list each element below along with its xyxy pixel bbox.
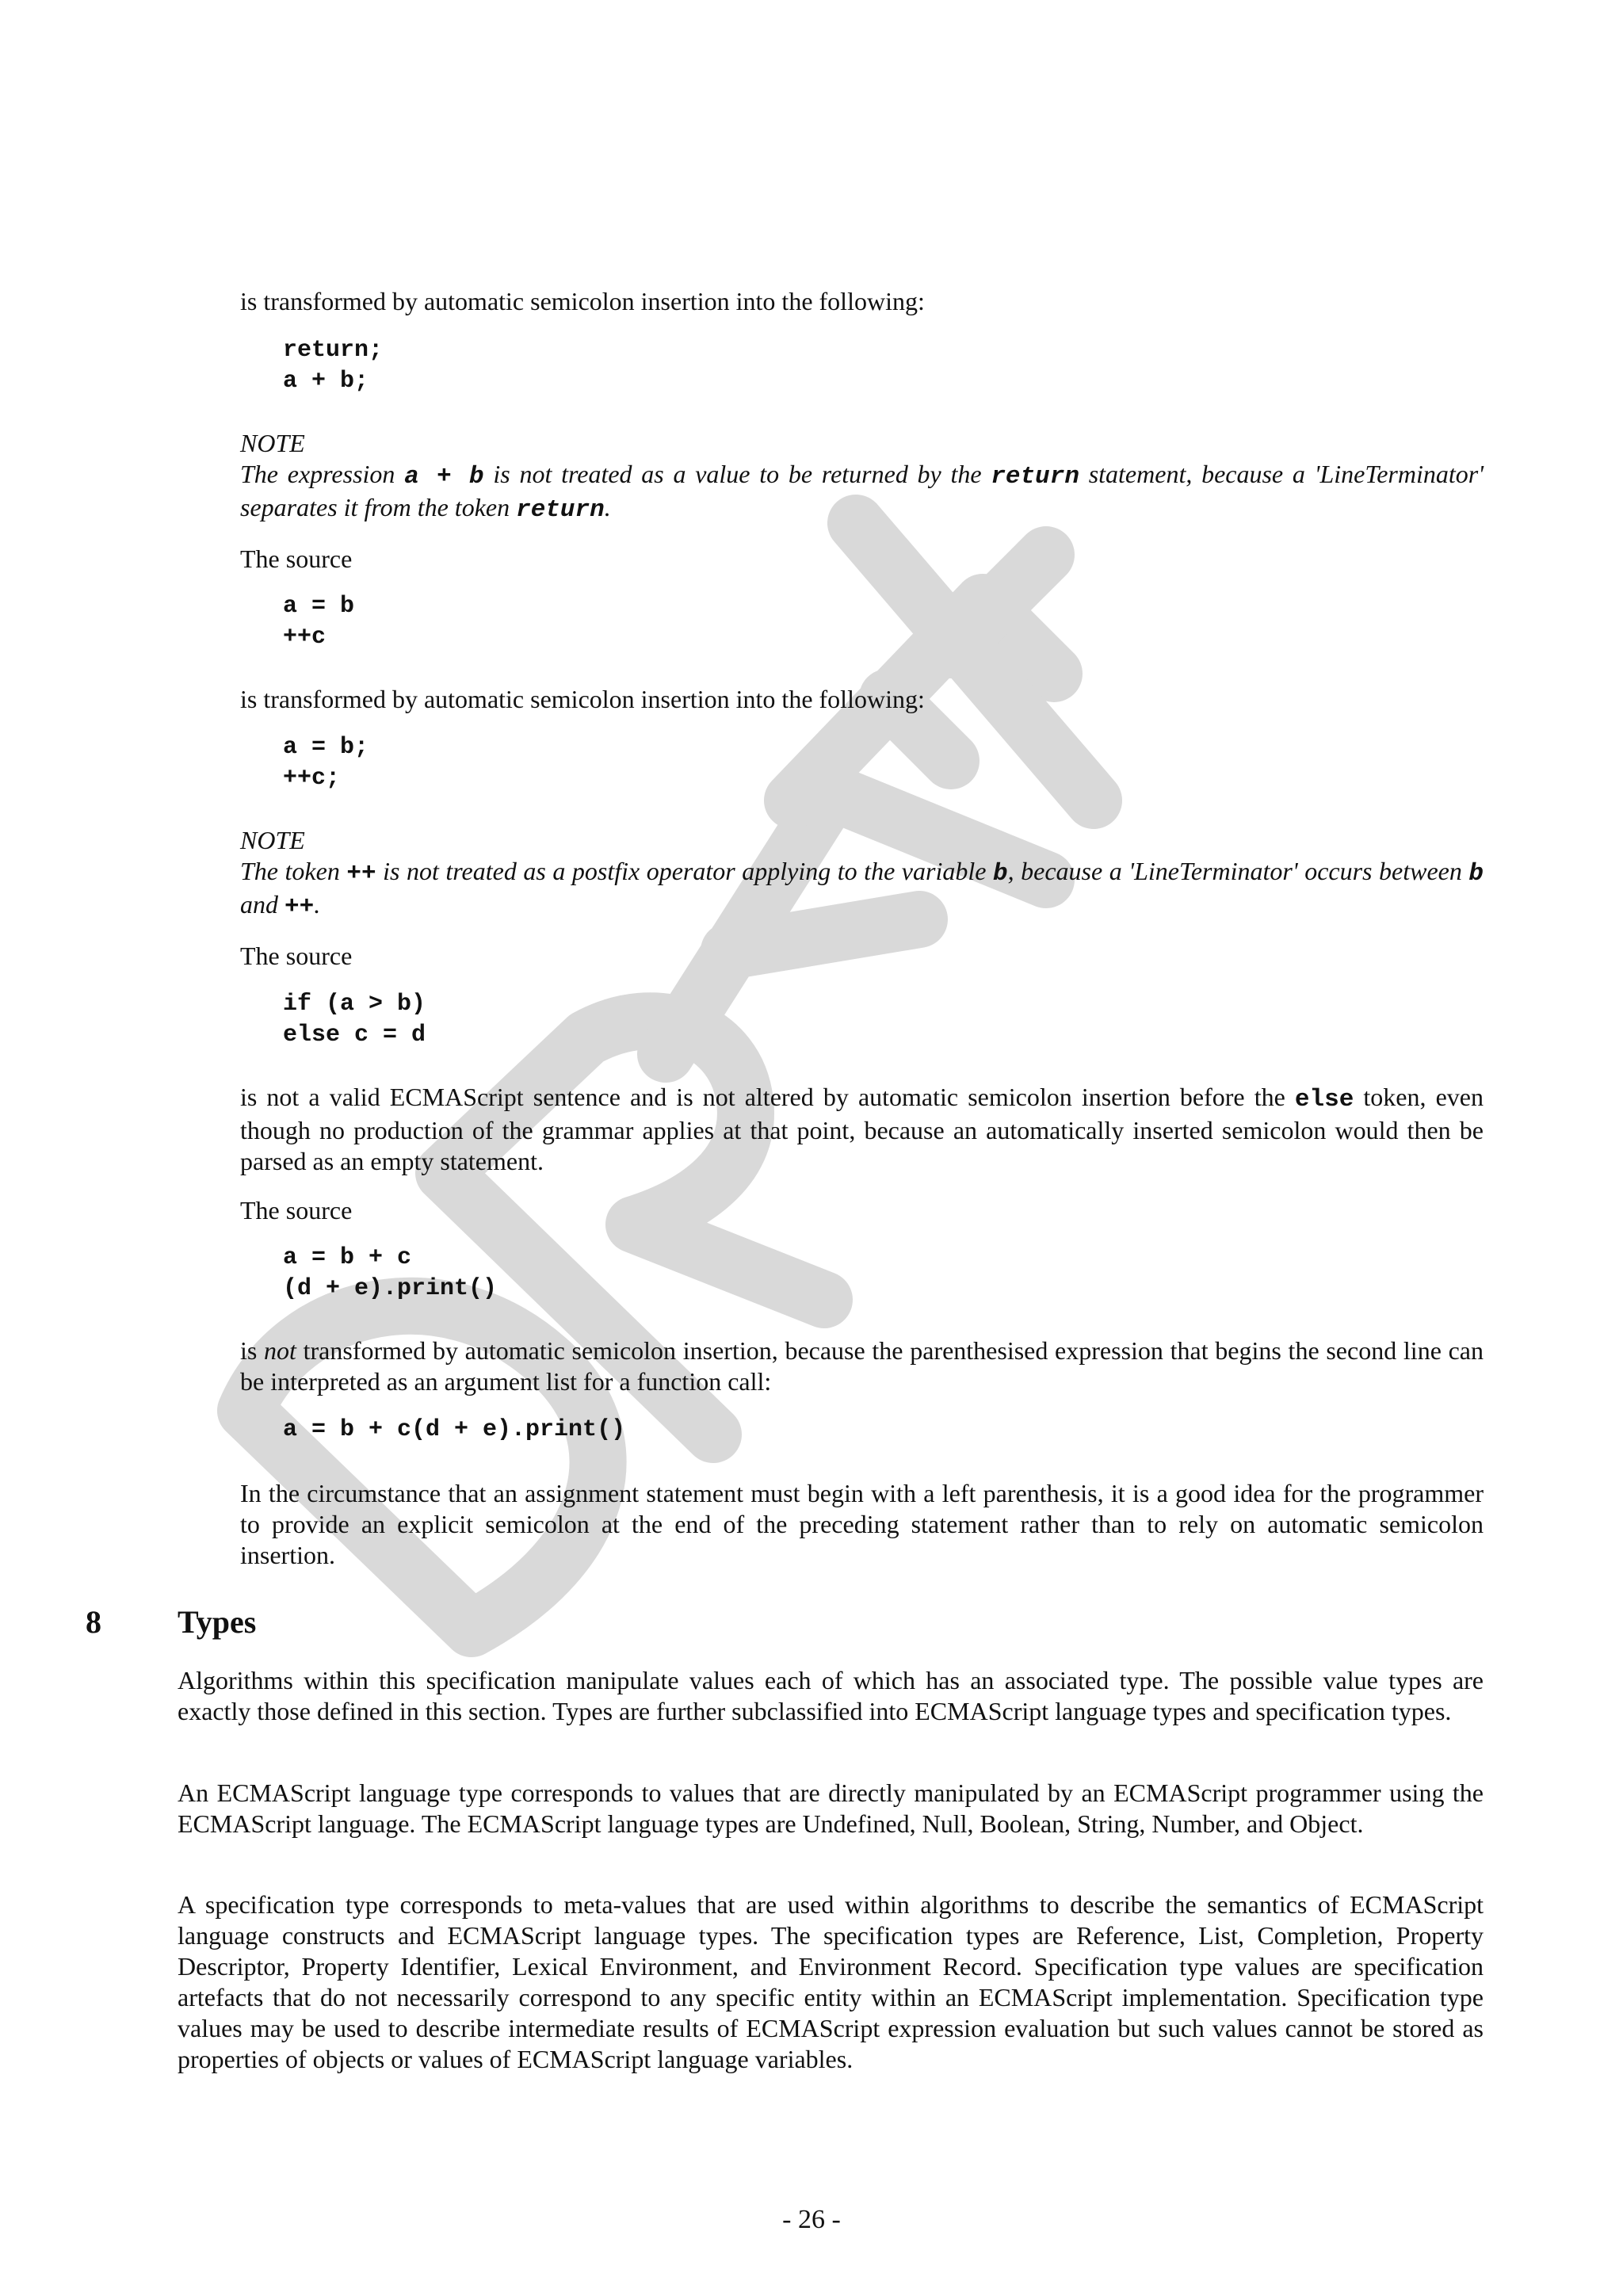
note-label: NOTE xyxy=(240,826,305,854)
note-label: NOTE xyxy=(240,429,305,457)
code-line: a + b; xyxy=(283,368,369,395)
code-line: return; xyxy=(283,337,384,364)
code-line: ++c; xyxy=(283,765,341,792)
section-number: 8 xyxy=(86,1604,101,1640)
paragraph: In the circumstance that an assignment statement must begin with a left parenthesis, it is a good idea for the programmer to provide an explicit semicolon at the end of the preceding statement rather than to rely on automatic semicolon insertion. xyxy=(240,1479,1484,1569)
code-line: else c = d xyxy=(283,1022,426,1049)
code-block xyxy=(283,335,383,397)
section-paragraph: An ECMAScript language type corresponds to values that are directly manipulated by an ECMAScript programmer using the ECMAScript language. The ECMAScript language types are Undefined, Null, Boolean, String, Number, and Object. xyxy=(178,1778,1484,1838)
code-block xyxy=(283,1415,625,1446)
section-paragraph: A specification type corresponds to meta-values that are used within algorithms to describe the semantics of ECMAScript language constructs and ECMAScript language types. The specification types are Reference, List, Completion, Property Descriptor, Property Identifier, Lexical Environment, and Environment Record. Specification type values are specification artefacts that do not necessarily correspond to any specific entity within an ECMAScript implementation. Specification type values may be used to describe intermediate results of ECMAScript expression evaluation but such values cannot be stored as properties of objects or values of ECMAScript language variables. xyxy=(178,1890,1484,2073)
paragraph: is transformed by automatic semicolon insertion into the following: xyxy=(240,685,925,713)
code-block xyxy=(283,989,426,1051)
code-line: a = b + c(d + e).print() xyxy=(283,1416,626,1443)
paragraph: is not a valid ECMAScript sentence and is not altered by automatic semicolon insertion before the else token, even though no production of the grammar applies at that point, because an automatically inserted semicolon would then be parsed as an empty statement. xyxy=(240,1083,1484,1175)
code-line: a = b + c xyxy=(283,1244,412,1271)
paragraph: The source xyxy=(240,1196,353,1224)
page-number: - 26 - xyxy=(782,2205,841,2234)
code-line: ++c xyxy=(283,624,327,651)
paragraph: The source xyxy=(240,544,353,573)
code-line: (d + e).print() xyxy=(283,1275,498,1302)
section-title: Types xyxy=(178,1604,257,1640)
paragraph: is transformed by automatic semicolon insertion into the following: xyxy=(240,287,925,315)
note xyxy=(240,428,1484,525)
code-block xyxy=(283,732,369,794)
code-line: if (a > b) xyxy=(283,991,426,1018)
code-block xyxy=(283,1243,497,1305)
paragraph: The source xyxy=(240,942,353,970)
code-line: a = b xyxy=(283,593,355,620)
note-text: The token ++ is not treated as a postfix operator applying to the variable b, because a 'LineTerminator' occurs between b and ++. xyxy=(240,857,1484,921)
note xyxy=(240,825,1484,923)
note-text: The expression a + b is not treated as a value to be returned by the return statement, because a 'LineTerminator' separates it from the token return. xyxy=(240,460,1484,524)
code-block xyxy=(283,591,354,653)
paragraph: is not transformed by automatic semicolon insertion, because the parenthesised expression that begins the second line can be interpreted as an argument list for a function call: xyxy=(240,1336,1484,1396)
code-line: a = b; xyxy=(283,734,369,761)
section-paragraph: Algorithms within this specification manipulate values each of which has an associated type. The possible value types are exactly those defined in this section. Types are further subclassified into ECMAScript language types and specification types. xyxy=(178,1666,1484,1725)
